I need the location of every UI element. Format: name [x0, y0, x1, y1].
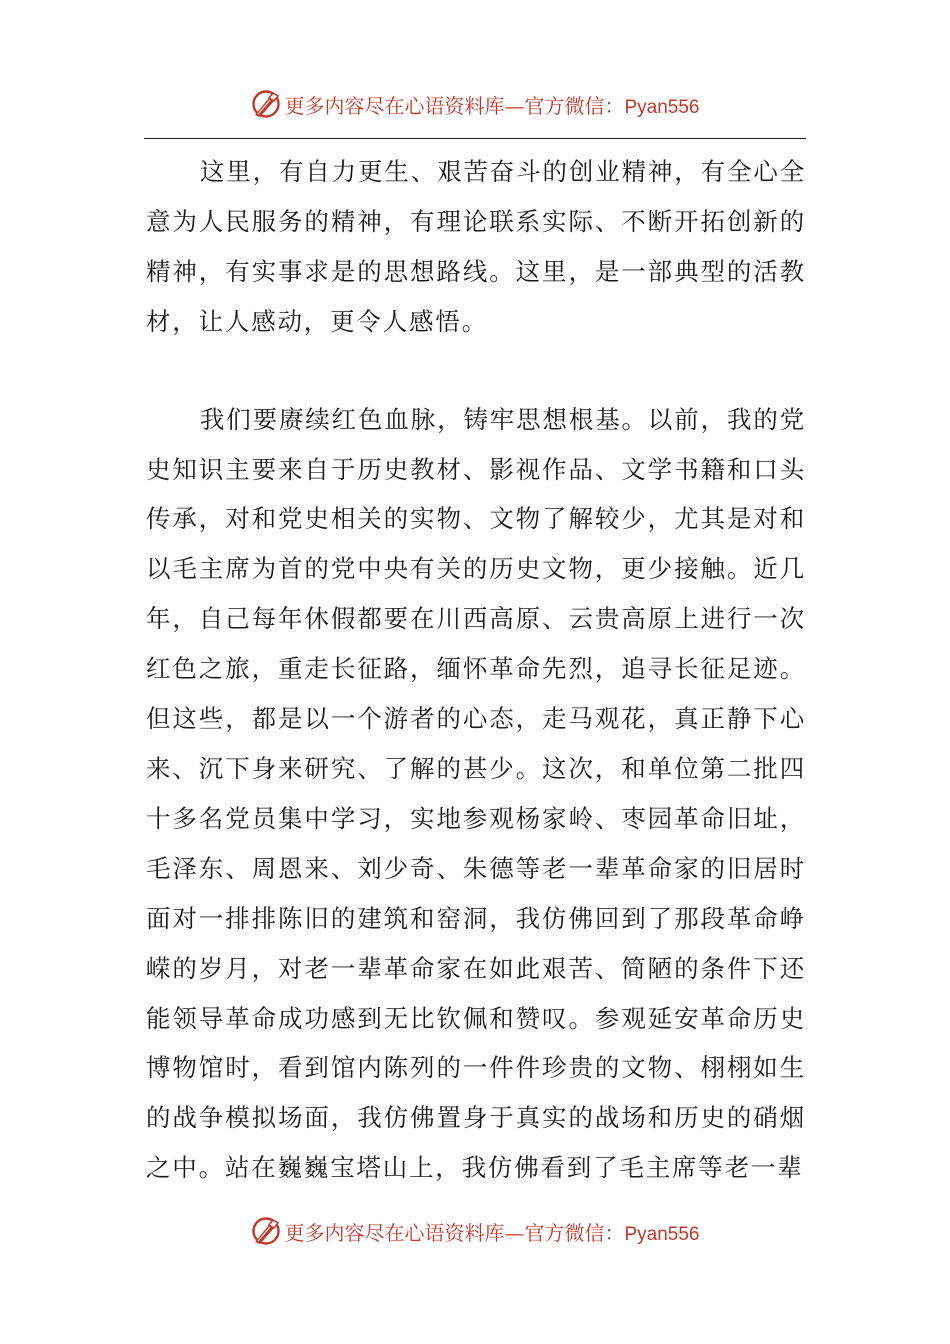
paragraph: 我们要赓续红色血脉，铸牢思想根基。以前，我的党史知识主要来自于历史教材、影视作品、文学书籍和口头传承，对和党史相关的实物、文物了解较少，尤其是对和以毛主席为首的党中央有关的历史文物，更少接触。近几年，自己每年休假都要在川西高原、云贵高原上进行一次红色之旅，重走长征路，缅怀革命先烈，追寻长征足迹。但这些，都是以一个游者的心态，走马观花，真正静下心来、沉下身来研究、了解的甚少。这次，和单位第二批四十多名党员集中学习，实地参观杨家岭、枣园革命旧址，毛泽东、周恩来、刘少奇、朱德等老一辈革命家的旧居时面对一排排陈旧的建筑和窑洞，我仿佛回到了那段革命峥嵘的岁月，对老一辈革命家在如此艰苦、简陋的条件下还能领导革命成功感到无比钦佩和赞叹。参观延安革命历史博物馆时，看到馆内陈列的一件件珍贵的文物、栩栩如生的战争模拟场面，我仿佛置身于真实的战场和历史的硝烟之中。站在巍巍宝塔山上，我仿佛看到了毛主席等老一辈 — [146, 404, 806, 1183]
footer-watermark — [0, 1211, 950, 1251]
header-watermark — [0, 84, 950, 124]
watermark-text — [284, 90, 699, 119]
watermark-wechat-label: 官方微信： — [524, 1220, 625, 1245]
pen-nib-circle-icon — [250, 1215, 282, 1247]
paragraph: 这里，有自力更生、艰苦奋斗的创业精神，有全心全意为人民服务的精神，有理论联系实际、不断开拓创新的精神，有实事求是的思想路线。这里，是一部典型的活教材，让人感动，更令人感悟。 — [146, 157, 806, 336]
watermark-wechat-id: Pyan556 — [624, 1223, 700, 1245]
watermark-dash: — — [504, 93, 525, 118]
watermark-text — [284, 1217, 699, 1246]
watermark-dash: — — [504, 1220, 525, 1245]
header-divider — [144, 138, 806, 139]
watermark-site-text: 更多内容尽在心语资料库 — [284, 1220, 505, 1245]
watermark-site-text: 更多内容尽在心语资料库 — [284, 93, 505, 118]
watermark-wechat-id: Pyan556 — [624, 96, 700, 118]
watermark-wechat-label: 官方微信： — [524, 93, 625, 118]
pen-nib-circle-icon — [250, 88, 282, 120]
document-body — [146, 147, 806, 1193]
